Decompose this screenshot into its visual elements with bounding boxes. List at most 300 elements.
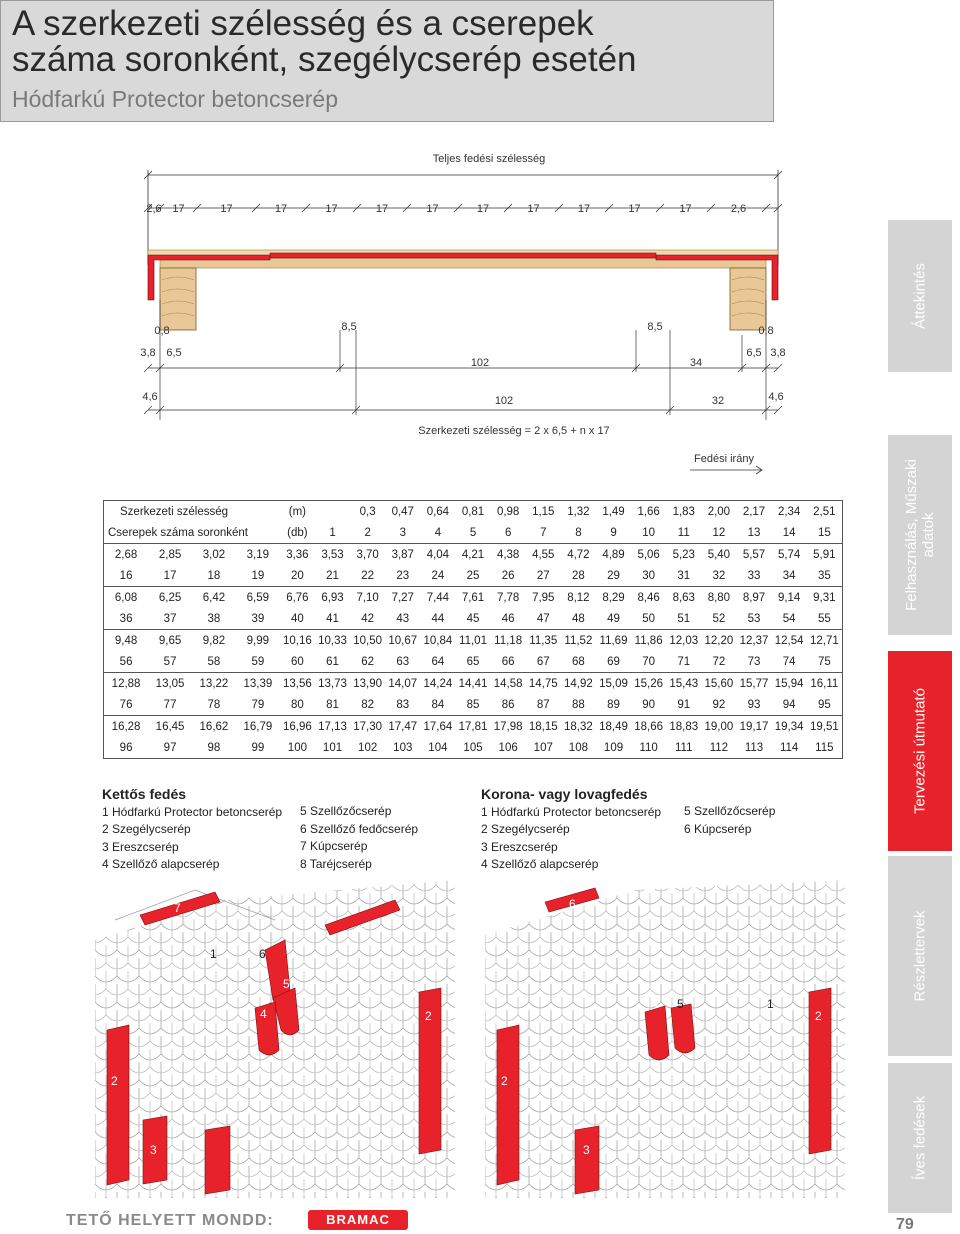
row-label-width: Szerkezeti szélesség bbox=[120, 505, 229, 518]
table-cell: 71 bbox=[677, 655, 691, 668]
table-cell: 96 bbox=[119, 741, 133, 754]
table-cell: 2,68 bbox=[104, 544, 149, 566]
table-cell: 18,32 bbox=[561, 716, 596, 738]
table-cell: 1 bbox=[329, 526, 336, 539]
table-cell: 87 bbox=[536, 698, 550, 711]
table-cell: 11,01 bbox=[455, 630, 490, 652]
table-cell: 7,95 bbox=[526, 587, 561, 609]
table-cell: 20 bbox=[290, 569, 304, 582]
table-cell: 14 bbox=[782, 526, 796, 539]
table-cell: 3,87 bbox=[385, 544, 420, 566]
width-table bbox=[103, 500, 843, 759]
legend-item: 4 Szellőző alapcserép bbox=[481, 857, 599, 871]
legend-crown-covering bbox=[481, 786, 661, 874]
table-cell: 79 bbox=[251, 698, 265, 711]
table-cell: 24 bbox=[431, 569, 445, 582]
table-cell: 9,31 bbox=[807, 587, 843, 609]
table-cell: 0,81 bbox=[461, 505, 485, 518]
vent-tile bbox=[671, 1004, 695, 1053]
roof-illustration-double bbox=[95, 880, 455, 1198]
table-cell: 9,14 bbox=[772, 587, 807, 609]
table-cell: 6,08 bbox=[104, 587, 149, 609]
table-cell: 6,59 bbox=[236, 587, 280, 609]
table-cell: 2,00 bbox=[707, 505, 731, 518]
table-cell: 72 bbox=[712, 655, 726, 668]
table-row bbox=[104, 673, 843, 695]
table-cell: 76 bbox=[119, 698, 133, 711]
table-cell: 22 bbox=[361, 569, 375, 582]
tab-felhasznalas[interactable] bbox=[888, 435, 952, 635]
dim-46-right: 4,6 bbox=[768, 391, 784, 403]
table-cell: 8,29 bbox=[596, 587, 631, 609]
table-cell: 33 bbox=[747, 569, 761, 582]
table-cell: 25 bbox=[466, 569, 480, 582]
top-dimension-label: 17 bbox=[577, 203, 591, 215]
table-cell: 0,98 bbox=[496, 505, 520, 518]
legend-item: 4 Szellőző alapcserép bbox=[102, 857, 220, 871]
table-cell: 47 bbox=[536, 612, 550, 625]
table-cell: 10 bbox=[642, 526, 656, 539]
tab-label: Tervezési útmutató bbox=[911, 688, 929, 814]
rafter-left bbox=[160, 268, 196, 330]
label-2: 2 bbox=[501, 1074, 508, 1088]
table-cell: 14,07 bbox=[385, 673, 420, 695]
table-cell: 1,49 bbox=[602, 505, 625, 518]
table-cell: 94 bbox=[782, 698, 796, 711]
tab-reszlettervek[interactable] bbox=[888, 856, 952, 1056]
bramac-logo: BRAMAC bbox=[308, 1210, 408, 1230]
table-cell: 78 bbox=[207, 698, 221, 711]
table-cell: 17,13 bbox=[315, 716, 350, 738]
label-1: 1 bbox=[210, 947, 217, 961]
table-cell: 14,24 bbox=[420, 673, 455, 695]
table-cell: 15,77 bbox=[736, 673, 771, 695]
label-8: 8 bbox=[360, 923, 367, 937]
legend-item: 7 Kúpcserép bbox=[300, 839, 368, 853]
table-cell: 15,94 bbox=[772, 673, 807, 695]
table-cell: 4 bbox=[434, 526, 442, 539]
table-cell: 86 bbox=[501, 698, 515, 711]
tab-attekintes[interactable] bbox=[888, 220, 952, 372]
table-cell: 17 bbox=[163, 569, 177, 582]
table-cell: 11,86 bbox=[631, 630, 666, 652]
table-cell: 42 bbox=[361, 612, 375, 625]
legend-item: 5 Szellőzőcserép bbox=[684, 804, 776, 818]
total-width-label: Teljes fedési szélesség bbox=[432, 153, 546, 165]
table-cell: 77 bbox=[163, 698, 177, 711]
table-cell: 82 bbox=[361, 698, 375, 711]
table-cell: 51 bbox=[677, 612, 691, 625]
table-cell: 34 bbox=[782, 569, 796, 582]
table-cell: 15 bbox=[817, 526, 831, 539]
top-dimension-label: 17 bbox=[527, 203, 540, 215]
legend-double-covering bbox=[102, 786, 282, 874]
label-3: 3 bbox=[150, 1143, 157, 1157]
tab-ives-fedesek[interactable] bbox=[888, 1063, 952, 1213]
table-cell: 3,70 bbox=[350, 544, 385, 566]
tab-label: Részlettervek bbox=[911, 910, 929, 1002]
table-cell: 29 bbox=[607, 569, 620, 582]
eave-tile bbox=[205, 1126, 230, 1194]
structural-width-formula: Szerkezeti szélesség = 2 x 6,5 + n x 17 bbox=[418, 425, 610, 437]
table-cell: 8,63 bbox=[666, 587, 701, 609]
table-cell: 17,47 bbox=[385, 716, 420, 738]
footer-slogan: TETŐ HELYETT MONDD: bbox=[66, 1212, 274, 1229]
label-6: 6 bbox=[569, 897, 576, 911]
table-cell: 41 bbox=[326, 612, 339, 625]
page-number: 79 bbox=[896, 1216, 914, 1233]
table-cell: 37 bbox=[163, 612, 177, 625]
table-row bbox=[104, 544, 843, 566]
table-cell: 13,39 bbox=[236, 673, 280, 695]
table-cell: 15,09 bbox=[596, 673, 631, 695]
table-cell: 8,12 bbox=[561, 587, 596, 609]
table-cell: 15,60 bbox=[701, 673, 736, 695]
dim-38-left: 3,8 bbox=[140, 347, 156, 359]
table-cell bbox=[315, 501, 350, 523]
table-cell: 4,55 bbox=[526, 544, 561, 566]
table-cell: 8,80 bbox=[701, 587, 736, 609]
tab-tervezesi-utmutato[interactable] bbox=[888, 651, 952, 851]
table-cell: 0,64 bbox=[426, 505, 450, 518]
table-cell: 10,16 bbox=[280, 630, 315, 652]
label-2: 2 bbox=[425, 1009, 432, 1023]
edge-tile bbox=[497, 1025, 519, 1185]
top-dimension-label: 2,6 bbox=[730, 203, 747, 215]
table-cell: 48 bbox=[571, 612, 585, 625]
table-cell: 7,27 bbox=[385, 587, 420, 609]
table-cell: 111 bbox=[675, 741, 693, 754]
table-cell: 103 bbox=[393, 741, 413, 754]
table-cell: 81 bbox=[326, 698, 339, 711]
table-cell: 114 bbox=[779, 741, 799, 754]
table-cell: 13,22 bbox=[192, 673, 236, 695]
top-dimension-label: 17 bbox=[426, 203, 439, 215]
table-cell: 23 bbox=[396, 569, 410, 582]
table-cell: 49 bbox=[607, 612, 620, 625]
table-cell: 5,74 bbox=[772, 544, 807, 566]
table-row bbox=[104, 716, 843, 738]
table-cell: 12,03 bbox=[666, 630, 701, 652]
table-cell: 8,46 bbox=[631, 587, 666, 609]
table-cell: 13 bbox=[747, 526, 761, 539]
table-cell: 11,69 bbox=[596, 630, 631, 652]
table-cell: 13,90 bbox=[350, 673, 385, 695]
table-cell: 3,02 bbox=[192, 544, 236, 566]
table-cell: 5 bbox=[469, 526, 477, 539]
top-dimension-label: 17 bbox=[375, 203, 389, 215]
table-cell: 9,82 bbox=[192, 630, 236, 652]
table-cell: 4,04 bbox=[420, 544, 455, 566]
label-5: 5 bbox=[677, 997, 684, 1011]
table-cell: 110 bbox=[639, 741, 658, 754]
table-cell: 100 bbox=[287, 741, 307, 754]
table-cell: 6,25 bbox=[148, 587, 192, 609]
table-cell: 19,17 bbox=[736, 716, 771, 738]
table-cell: 6,42 bbox=[192, 587, 236, 609]
table-cell: 18,83 bbox=[666, 716, 701, 738]
table-cell: 7,44 bbox=[420, 587, 455, 609]
table-cell: 113 bbox=[744, 741, 764, 754]
cross-section-diagram bbox=[0, 140, 880, 480]
table-cell: 73 bbox=[747, 655, 761, 668]
page-title bbox=[12, 6, 637, 78]
label-2: 2 bbox=[815, 1009, 822, 1023]
dim-85-right: 8,5 bbox=[647, 321, 663, 333]
title-line-2: száma soronként, szegélycserép esetén bbox=[12, 40, 637, 79]
table-cell: 5,06 bbox=[631, 544, 666, 566]
legend-heading: Korona- vagy lovagfedés bbox=[481, 786, 648, 802]
vent-base-tile bbox=[255, 1002, 279, 1055]
table-cell: 95 bbox=[817, 698, 831, 711]
tab-label: Felhasználás, Műszaki adatok bbox=[903, 459, 937, 611]
table-cell: 1,83 bbox=[672, 505, 695, 518]
legend-item: 5 Szellőzőcserép bbox=[300, 804, 392, 818]
table-cell: 16,62 bbox=[192, 716, 236, 738]
dim-46-left: 4,6 bbox=[142, 391, 158, 403]
table-cell: 10,84 bbox=[420, 630, 455, 652]
table-cell: 97 bbox=[163, 741, 177, 754]
table-cell: 61 bbox=[326, 655, 339, 668]
roof-illustration-crown bbox=[485, 880, 845, 1198]
table-cell: 4,89 bbox=[596, 544, 631, 566]
legend-item: 2 Szegélycserép bbox=[102, 822, 191, 836]
table-cell: 83 bbox=[396, 698, 410, 711]
table-cell: 13,73 bbox=[315, 673, 350, 695]
table-cell: 66 bbox=[501, 655, 515, 668]
label-4: 4 bbox=[260, 1007, 267, 1021]
table-cell: 36 bbox=[119, 612, 133, 625]
table-cell: 26 bbox=[501, 569, 515, 582]
table-cell: 4,38 bbox=[491, 544, 526, 566]
table-cell: 62 bbox=[361, 655, 375, 668]
tile-row bbox=[270, 253, 656, 258]
row-label-count: Cserepek száma soronként bbox=[108, 526, 248, 539]
table-cell: 108 bbox=[568, 741, 588, 754]
table-cell: 93 bbox=[747, 698, 761, 711]
top-dimension-label: 17 bbox=[628, 203, 641, 215]
table-cell: 68 bbox=[571, 655, 585, 668]
table-cell: 70 bbox=[642, 655, 656, 668]
table-row bbox=[104, 694, 843, 716]
table-cell: 88 bbox=[571, 698, 585, 711]
table-cell: 1,15 bbox=[532, 505, 555, 518]
top-dimension-label: 17 bbox=[274, 203, 288, 215]
dim-38-right: 3,8 bbox=[770, 347, 786, 359]
table-cell: 101 bbox=[322, 741, 343, 754]
table-cell: 28 bbox=[571, 569, 585, 582]
table-cell: 35 bbox=[817, 569, 831, 582]
table-cell: 63 bbox=[396, 655, 410, 668]
table-cell: 19,00 bbox=[701, 716, 736, 738]
table-cell: 16,28 bbox=[104, 716, 149, 738]
table-cell: 16 bbox=[119, 569, 133, 582]
table-cell: 9,65 bbox=[148, 630, 192, 652]
top-dimension-label: 17 bbox=[220, 203, 233, 215]
table-cell: 2,17 bbox=[742, 505, 766, 518]
table-cell: 11 bbox=[677, 526, 690, 539]
table-cell: 6,93 bbox=[315, 587, 350, 609]
table-cell: 16,45 bbox=[148, 716, 192, 738]
table-cell: 13,05 bbox=[148, 673, 192, 695]
label-7: 7 bbox=[174, 901, 181, 915]
table-cell: 74 bbox=[782, 655, 796, 668]
table-cell: 16,79 bbox=[236, 716, 280, 738]
table-cell: 27 bbox=[536, 569, 550, 582]
table-cell: 98 bbox=[207, 741, 221, 754]
dim-85-left: 8,5 bbox=[341, 321, 357, 333]
table-cell: 65 bbox=[466, 655, 480, 668]
table-cell: 4,72 bbox=[561, 544, 596, 566]
table-cell: 31 bbox=[677, 569, 691, 582]
table-cell: 6,76 bbox=[280, 587, 315, 609]
table-cell: 7,78 bbox=[491, 587, 526, 609]
dim-102-b: 102 bbox=[494, 395, 514, 407]
table-cell: 15,43 bbox=[666, 673, 701, 695]
table-cell: 18,49 bbox=[596, 716, 631, 738]
top-dimension-label: 17 bbox=[172, 203, 185, 215]
table-cell: 40 bbox=[290, 612, 304, 625]
table-cell: 17,98 bbox=[491, 716, 526, 738]
table-cell: 12 bbox=[712, 526, 726, 539]
table-cell: 9 bbox=[610, 526, 617, 539]
table-cell: 2 bbox=[364, 526, 371, 539]
table-cell: 14,41 bbox=[455, 673, 490, 695]
table-cell: 13,56 bbox=[280, 673, 315, 695]
table-cell: 14,92 bbox=[561, 673, 596, 695]
legend-item: 1 Hódfarkú Protector betoncserép bbox=[102, 804, 283, 819]
table-cell: 50 bbox=[642, 612, 656, 625]
table-cell: 15,26 bbox=[631, 673, 666, 695]
table-row bbox=[104, 630, 843, 652]
table-cell: 19 bbox=[251, 569, 265, 582]
table-cell: 3,19 bbox=[236, 544, 280, 566]
legend-item: 3 Ereszcserép bbox=[481, 839, 558, 854]
table-cell: 6 bbox=[504, 526, 512, 539]
table-cell: 58 bbox=[207, 655, 221, 668]
top-dimension-label: 2,6 bbox=[146, 203, 162, 215]
table-cell: 12,71 bbox=[807, 630, 843, 652]
table-cell: 11,35 bbox=[526, 630, 561, 652]
table-cell: 104 bbox=[428, 741, 448, 754]
table-cell: 91 bbox=[677, 698, 691, 711]
covering-direction-label: Fedési irány bbox=[694, 453, 754, 465]
table-cell: 85 bbox=[466, 698, 480, 711]
edge-tile bbox=[107, 1025, 129, 1185]
label-4: 4 bbox=[651, 997, 658, 1011]
table-cell: 112 bbox=[709, 741, 729, 754]
direction-arrow-icon bbox=[690, 466, 762, 474]
table-cell: 44 bbox=[431, 612, 445, 625]
table-cell: 7,61 bbox=[455, 587, 490, 609]
label-6: 6 bbox=[259, 947, 266, 961]
table-cell: 54 bbox=[782, 612, 796, 625]
table-cell: 17,64 bbox=[420, 716, 455, 738]
table-cell: 52 bbox=[712, 612, 726, 625]
table-cell: 17,30 bbox=[350, 716, 385, 738]
table-cell: 38 bbox=[207, 612, 221, 625]
label-5: 5 bbox=[283, 977, 290, 991]
table-cell: 14,75 bbox=[526, 673, 561, 695]
table-cell: 84 bbox=[431, 698, 445, 711]
table-row bbox=[104, 608, 843, 630]
table-cell: 57 bbox=[163, 655, 177, 668]
row-unit-db: (db) bbox=[287, 526, 308, 539]
table-cell: 2,51 bbox=[813, 505, 836, 518]
legend-item: 3 Ereszcserép bbox=[102, 839, 179, 854]
table-cell: 32 bbox=[712, 569, 726, 582]
legend-item: 6 Szellőző fedőcserép bbox=[300, 821, 419, 836]
table-cell: 11,52 bbox=[561, 630, 596, 652]
table-cell: 18 bbox=[207, 569, 221, 582]
table-row bbox=[104, 651, 843, 673]
table-cell: 14,58 bbox=[491, 673, 526, 695]
table-cell: 109 bbox=[603, 741, 624, 754]
row-unit-m: (m) bbox=[288, 505, 307, 518]
table-cell: 10,50 bbox=[350, 630, 385, 652]
table-cell: 105 bbox=[463, 741, 483, 754]
table-cell: 30 bbox=[642, 569, 656, 582]
table-cell: 53 bbox=[747, 612, 761, 625]
table-cell: 69 bbox=[607, 655, 620, 668]
table-cell: 9,99 bbox=[236, 630, 280, 652]
table-cell: 0,3 bbox=[359, 505, 376, 518]
table-cell: 2,85 bbox=[148, 544, 192, 566]
table-cell: 12,88 bbox=[104, 673, 149, 695]
table-cell: 12,54 bbox=[772, 630, 807, 652]
table-row bbox=[104, 565, 843, 587]
top-dimension-label: 17 bbox=[325, 203, 338, 215]
label-1: 1 bbox=[767, 997, 774, 1011]
table-cell: 56 bbox=[119, 655, 133, 668]
tab-label: Áttekintés bbox=[911, 263, 929, 329]
table-row bbox=[104, 522, 843, 544]
table-cell: 3,36 bbox=[280, 544, 315, 566]
table-cell: 7,10 bbox=[350, 587, 385, 609]
table-cell: 60 bbox=[290, 655, 304, 668]
table-cell: 21 bbox=[326, 569, 339, 582]
table-cell: 89 bbox=[607, 698, 620, 711]
table-cell: 19,34 bbox=[772, 716, 807, 738]
table-cell: 0,47 bbox=[391, 505, 414, 518]
table-cell: 4,21 bbox=[455, 544, 490, 566]
page-subtitle: Hódfarkú Protector betoncserép bbox=[12, 86, 339, 112]
table-cell: 18,15 bbox=[526, 716, 561, 738]
table-cell: 7 bbox=[540, 526, 547, 539]
legend-item: 1 Hódfarkú Protector betoncserép bbox=[481, 804, 662, 819]
table-cell: 107 bbox=[533, 741, 553, 754]
table-row bbox=[104, 501, 843, 523]
top-dimension-label: 17 bbox=[679, 203, 692, 215]
dim-65-right: 6,5 bbox=[746, 347, 762, 359]
table-cell: 46 bbox=[501, 612, 515, 625]
table-cell: 75 bbox=[817, 655, 831, 668]
table-cell: 106 bbox=[498, 741, 518, 754]
table-row bbox=[104, 587, 843, 609]
table-cell: 8 bbox=[575, 526, 582, 539]
title-box bbox=[0, 0, 774, 122]
legend-heading: Kettős fedés bbox=[102, 786, 187, 802]
table-cell: 17,81 bbox=[455, 716, 490, 738]
table-cell: 92 bbox=[712, 698, 726, 711]
table-cell: 10,67 bbox=[385, 630, 420, 652]
top-dimension-label: 17 bbox=[476, 203, 490, 215]
table-cell: 18,66 bbox=[631, 716, 666, 738]
legend-item: 6 Kúpcserép bbox=[684, 821, 752, 836]
table-cell: 39 bbox=[251, 612, 265, 625]
table-cell: 64 bbox=[431, 655, 445, 668]
label-2: 2 bbox=[111, 1074, 118, 1088]
